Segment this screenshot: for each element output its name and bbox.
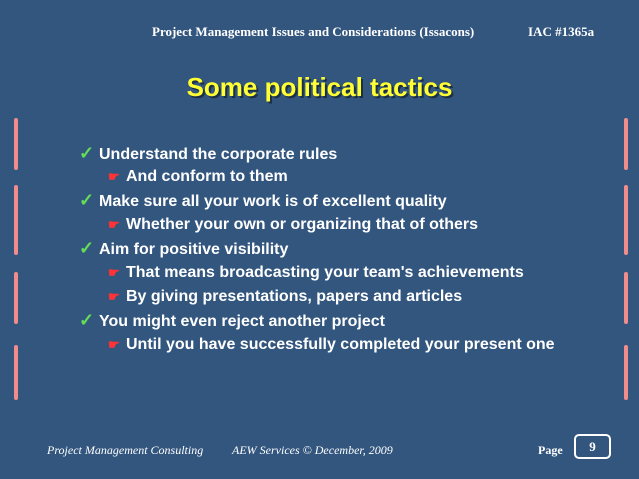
slide-title: Some political tactics [186, 72, 453, 102]
sub-bullet-text: By giving presentations, papers and articles [126, 288, 463, 305]
sub-bullet-text: Until you have successfully completed your present one [126, 336, 555, 353]
bullet-item [79, 189, 447, 213]
check-icon: ✓ [79, 238, 95, 258]
check-icon: ✓ [79, 190, 95, 210]
bullet-text: Understand the corporate rules [99, 146, 338, 163]
sub-bullet-item [108, 213, 478, 236]
course-code: IAC #1365a [528, 24, 595, 39]
pointing-hand-icon: ☛ [108, 265, 120, 280]
bullet-item [79, 309, 385, 333]
bullet-item [79, 142, 337, 166]
sub-bullet-item [108, 261, 524, 284]
left-decor-bar [14, 118, 18, 170]
pointing-hand-icon: ☛ [108, 289, 120, 304]
pointing-hand-icon: ☛ [108, 169, 120, 184]
pointing-hand-icon: ☛ [108, 217, 120, 232]
bullet-item [79, 237, 288, 261]
pointing-hand-icon: ☛ [108, 337, 120, 352]
right-decor-bar [624, 185, 628, 255]
sub-bullet-item [108, 285, 462, 308]
sub-bullet-text: That means broadcasting your team's achievements [126, 264, 524, 281]
course-title: Project Management Issues and Considerations (Issacons) [152, 24, 475, 39]
bullet-text: Make sure all your work is of excellent quality [99, 193, 447, 210]
right-decor-bar [624, 272, 628, 324]
left-decor-bar [14, 345, 18, 400]
bullet-text: Aim for positive visibility [99, 241, 289, 258]
page-label: Page [538, 443, 563, 457]
left-decor-bar [14, 272, 18, 324]
slide-header [0, 24, 639, 42]
bullet-text: You might even reject another project [99, 313, 385, 330]
sub-bullet-text: And conform to them [126, 168, 288, 185]
footer-copyright: AEW Services © December, 2009 [232, 443, 393, 457]
sub-bullet-item [108, 165, 288, 188]
check-icon: ✓ [79, 143, 95, 163]
footer-company: Project Management Consulting [47, 443, 204, 457]
sub-bullet-item [108, 333, 578, 356]
page-number-badge: 9 [574, 434, 611, 459]
right-decor-bar [624, 118, 628, 170]
sub-bullet-text: Whether your own or organizing that of others [126, 216, 478, 233]
left-decor-bar [14, 185, 18, 255]
right-decor-bar [624, 345, 628, 400]
check-icon: ✓ [79, 310, 95, 330]
